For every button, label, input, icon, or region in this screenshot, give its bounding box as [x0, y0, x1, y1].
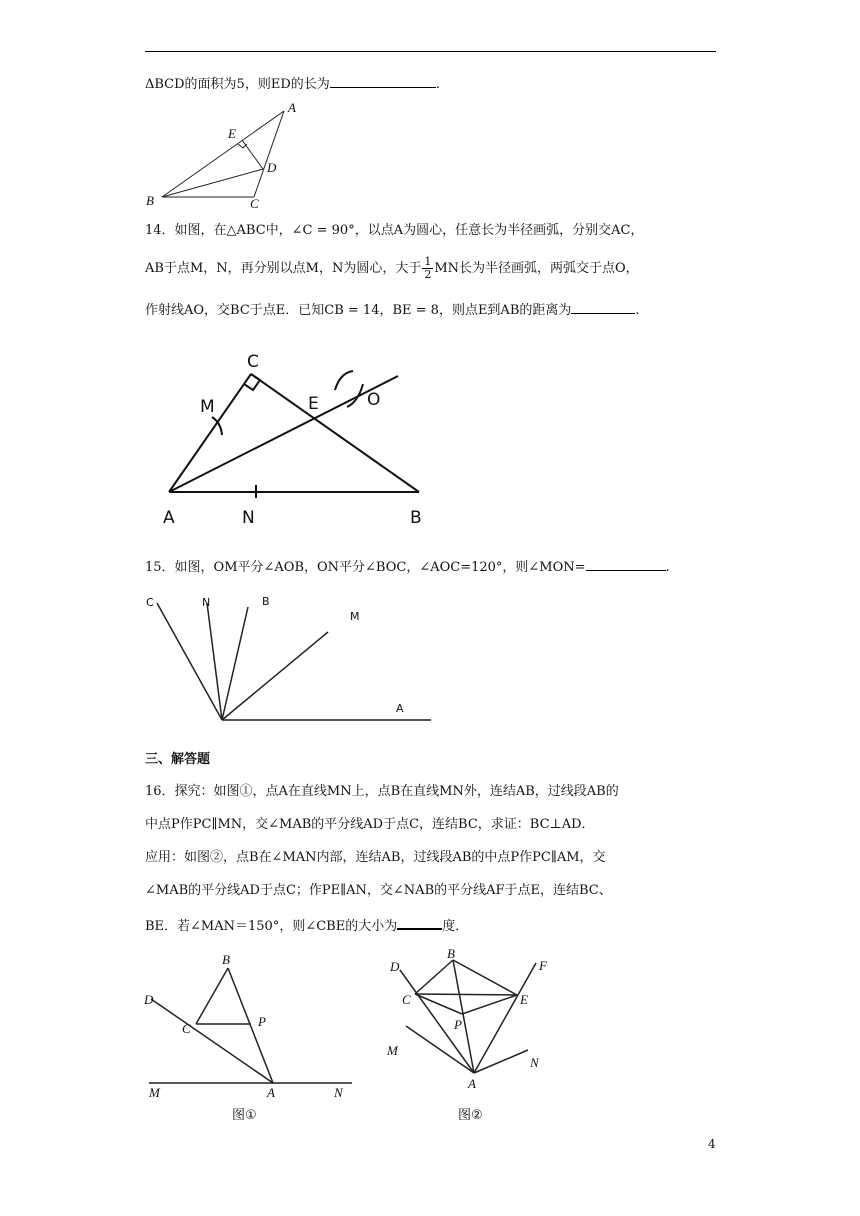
fig2-label-D: D — [390, 959, 400, 974]
fig15-label-M: M — [350, 610, 360, 623]
problem16-line4: ∠MAB的平分线AD于点C；作PE∥AN，交∠NAB的平分线AF于点E，连结BC、 — [145, 883, 612, 898]
problem16-line3: 应用：如图②，点B在∠MAN内部，连结AB，过线段AB的中点P作PC∥AM，交 — [145, 850, 606, 865]
fig14-label-M: M — [200, 397, 215, 417]
fig2-label-C: C — [402, 992, 411, 1007]
fig15-label-N: N — [202, 596, 211, 609]
problem15-text: 15．如图，OM平分∠AOB，ON平分∠BOC，∠AOC=120°，则∠MON= . — [145, 560, 670, 575]
header-rule — [145, 51, 716, 52]
fig1-label-C: C — [182, 1021, 191, 1036]
problem14-line3: 作射线AO，交BC于点E．已知CB = 14，BE = 8，则点E到AB的距离为 . — [145, 303, 640, 318]
fig1-label-B: B — [222, 952, 230, 967]
fraction-one-half: $\frac{1}{2}$ — [424, 255, 432, 281]
fig2-label-E: E — [520, 992, 528, 1007]
fig1-label-A: A — [267, 1085, 275, 1100]
fig2-label-B: B — [447, 946, 455, 961]
problem13-text: ΔBCD的面积为5，则ED的长为 . — [145, 77, 440, 92]
problem16-line1: 16．探究：如图①，点A在直线MN上，点B在直线MN外，连结AB，过线段AB的 — [145, 784, 619, 799]
fig14-label-N: N — [242, 508, 255, 528]
fig2-label-N: N — [530, 1055, 539, 1070]
fig15-label-C: C — [146, 596, 154, 609]
problem16-figure2 — [380, 945, 570, 1130]
fig14-label-E: E — [308, 394, 319, 414]
problem13-line: ΔBCD的面积为5，则ED的长为 — [145, 77, 330, 92]
problem16-answer-blank — [397, 916, 442, 930]
fig13-label-A: A — [288, 100, 296, 115]
fig2-label-P: P — [454, 1017, 462, 1032]
fig2-label-M: M — [387, 1043, 398, 1058]
fig14-label-O: O — [367, 390, 381, 410]
fig1-label-M: M — [149, 1085, 160, 1100]
problem14-answer-blank — [571, 301, 635, 314]
problem14-line2: AB于点M，N，再分别以点M，N为圆心，大于 $\frac{1}{2}$ MN长为半径画弧，两弧交于点O， — [145, 255, 639, 281]
fig1-caption: 图① — [232, 1108, 257, 1123]
problem16-line5: BE．若∠MAN＝150°，则∠CBE的大小为 度． — [145, 916, 468, 936]
problem14-line1: 14．如图，在△ABC中，∠C = 90°，以点A为圆心，任意长为半径画弧，分别交AC， — [145, 223, 644, 238]
fig1-label-N: N — [334, 1085, 343, 1100]
problem16-figure1 — [140, 950, 360, 1130]
problem13-figure — [140, 100, 310, 210]
fig1-label-D: D — [144, 992, 154, 1007]
fig13-label-D: D — [267, 160, 277, 175]
fig13-label-C: C — [250, 196, 259, 211]
page-number: 4 — [708, 1137, 716, 1151]
fig15-label-A: A — [396, 702, 404, 715]
problem15-answer-blank — [586, 558, 666, 571]
fig14-label-B: B — [410, 508, 422, 528]
fig14-label-C: C — [247, 352, 259, 372]
fig2-label-F: F — [539, 958, 547, 973]
problem16-line2: 中点P作PC∥MN，交∠MAB的平分线AD于点C，连结BC，求证：BC⊥AD． — [145, 817, 595, 832]
fig1-label-P: P — [258, 1014, 266, 1029]
problem14-figure — [160, 345, 420, 530]
problem15-figure — [140, 590, 440, 730]
fig13-label-B: B — [146, 193, 154, 208]
fig2-caption: 图② — [458, 1108, 483, 1123]
section-heading: 三、解答题 — [145, 752, 211, 767]
fig14-label-A: A — [163, 508, 175, 528]
fig13-label-E: E — [228, 126, 236, 141]
problem13-answer-blank — [330, 75, 436, 88]
fig15-label-B: B — [262, 595, 270, 608]
fig2-label-A: A — [468, 1076, 476, 1091]
